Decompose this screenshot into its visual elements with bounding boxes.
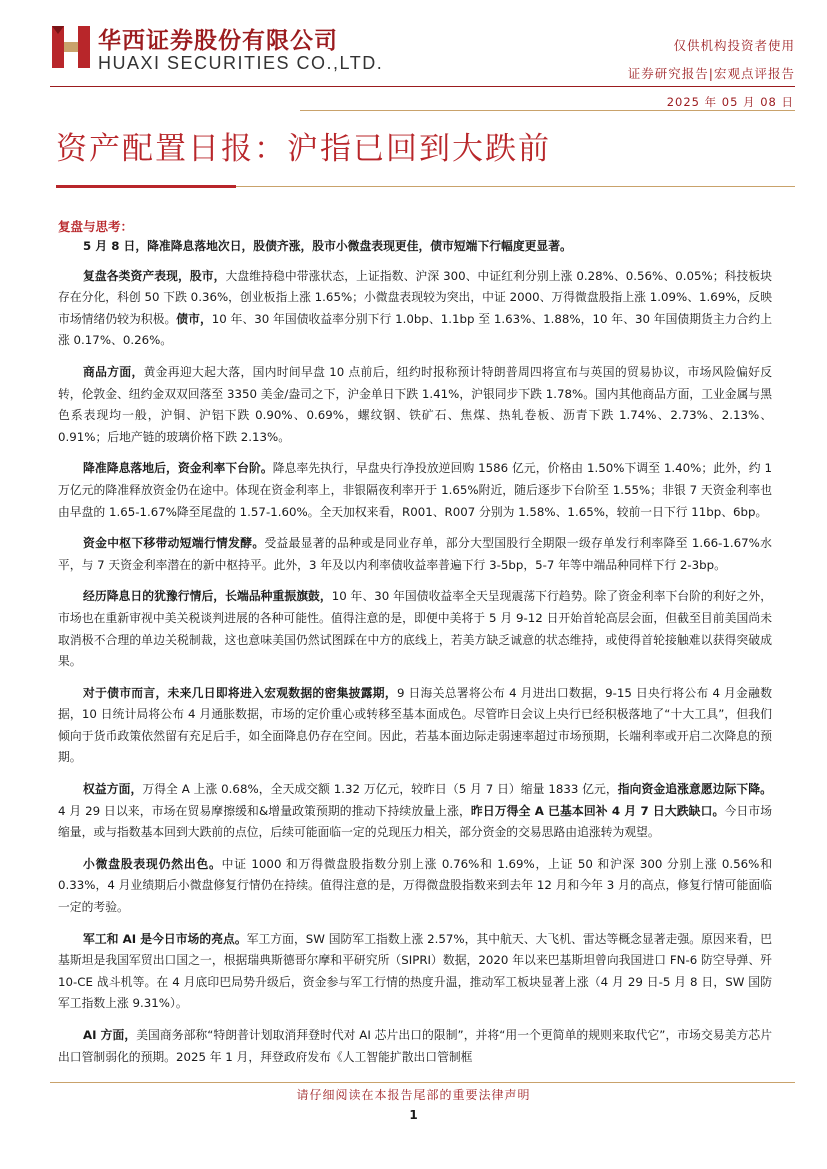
body-paragraph xyxy=(58,266,772,352)
body-paragraph xyxy=(58,929,772,1015)
body-paragraph xyxy=(58,586,772,672)
text-run: 10 年、30 年国债收益率全天呈现震荡下行趋势。除了资金利率下台阶的利好之外，市场也在重新审视中美关税谈判进展的各种可能性。值得注意的是，即便中美将于 5 月 9-12 日开始首轮高层会面，但截至目前美国尚未取消极不合理的单边关税制裁，这也意味美国仍然试图踩在中方的底线上，若美方缺乏诚意的状态维持，或使得首轮接触难以获得突破成果。 xyxy=(58,589,772,669)
lead-paragraph: 5 月 8 日，降准降息落地次日，股债齐涨，股市小微盘表现更佳，债市短端下行幅度更显著。 xyxy=(83,239,572,253)
text-run: 万得全 A 上涨 0.68%，全天成交额 1.32 万亿元，较昨日（5 月 7 日）缩量 1833 亿元， xyxy=(142,782,618,797)
body-paragraph xyxy=(58,779,772,844)
text-run: 4 月 29 日以来，市场在贸易摩擦缓和&增量政策预期的推动下持续放量上涨， xyxy=(58,803,471,818)
audience-tag: 仅供机构投资者使用 xyxy=(673,38,795,53)
emphasis-run: 军工和 AI 是今日市场的亮点。 xyxy=(83,931,247,946)
company-name-cn: 华西证券股份有限公司 xyxy=(98,27,338,54)
report-header xyxy=(50,20,795,80)
section-label: 复盘与思考： xyxy=(58,219,134,234)
title-rule xyxy=(236,186,795,187)
emphasis-run: 昨日万得全 A 已基本回补 4 月 7 日大跌缺口。 xyxy=(470,803,725,818)
emphasis-run: 对于债市而言，未来几日即将进入宏观数据的密集披露期， xyxy=(83,685,397,700)
date-divider xyxy=(300,110,795,111)
text-run: 军工方面，SW 国防军工指数上涨 2.57%，其中航天、大飞机、雷达等概念显著走强。原因来看，巴基斯坦是我国军贸出口国之一，根据瑞典斯德哥尔摩和平研究所（SIPRI）数据，2020 年以来巴基斯坦曾向我国进口 FN-6 防空导弹、歼 10-CE 战斗机等。在 4 月底印巴局势升级后，资金参与军工行情的热度升温，推动军工板块显著上涨（4 月 29 日-5 月 8 日，SW 国防军工指数上涨 9.31%）。 xyxy=(58,931,773,1011)
emphasis-run: 复盘各类资产表现，股市， xyxy=(83,268,226,283)
text-run: 黄金再迎大起大落，国内时间早盘 10 点前后，纽约时报称预计特朗普周四将宣布与英国的贸易协议，市场风险偏好反转，伦敦金、纽约金双双回落至 3350 美金/盎司之下，沪金单日下跌 1.41%，沪银同步下跌 1.78%。国内其他商品方面，工业金属与黑色系表现均一般，沪铜、沪铝下跌 0.90%、0.69%，螺纹钢、铁矿石、焦煤、热轧卷板、沥青下跌 1.74%、2.73%、2.13%、0.91%；后地产链的玻璃价格下跌 2.13%。 xyxy=(58,364,772,444)
text-run: 今日市场缩量，或与指数基本回到大跌前的点位，后续可能面临一定的兑现压力相关，部分资金的交易思路由追涨转为观望。 xyxy=(58,803,772,840)
text-run: 美国商务部称“特朗普计划取消拜登时代对 AI 芯片出口的限制”，并将“用一个更简单的规则来取代它”，市场交易美方芯片出口管制弱化的预期。2025 年 1 月，拜登政府发布《人工智能扩散出口管制框 xyxy=(58,1028,772,1064)
report-date: 2025 年 05 月 08 日 xyxy=(666,95,794,109)
emphasis-run: 资金中枢下移带动短端行情发酵。 xyxy=(83,536,265,551)
body-paragraph xyxy=(58,683,772,769)
emphasis-run: 小微盘股表现仍然出色。 xyxy=(83,856,222,871)
legal-notice: 请仔细阅读在本报告尾部的重要法律声明 xyxy=(296,1088,531,1102)
emphasis-run: 降准降息落地后，资金利率下台阶。 xyxy=(83,461,273,476)
page-number: 1 xyxy=(409,1108,418,1122)
body-paragraph xyxy=(58,1025,772,1068)
emphasis-run: AI 方面， xyxy=(83,1028,137,1042)
title-underline xyxy=(56,185,236,188)
text-run: 9 日海关总署将公布 4 月进出口数据，9-15 日央行将公布 4 月金融数据，10 日统计局将公布 4 月通胀数据，市场的定价重心或转移至基本面成色。尽管昨日会议上央行已经积极落地了“十大工具”，但我们倾向于货币政策依然留有充足后手，如全面降息仍存在空间。因此，若基本面边际走弱速率超过市场预期，长端利率或开启二次降息的预期。 xyxy=(58,685,772,765)
paragraph-list xyxy=(58,266,772,1069)
header-divider xyxy=(50,86,795,87)
body-paragraph xyxy=(58,458,772,523)
body-paragraph xyxy=(58,854,772,919)
report-body xyxy=(58,236,772,1078)
footer-divider xyxy=(50,1082,795,1083)
text-run: 中证 1000 和万得微盘股指数分别上涨 0.76%和 1.69%，上证 50 和沪深 300 分别上涨 0.56%和 0.33%，4 月业绩期后小微盘修复行情仍在持续。值得注意的是，万得微盘股指数来到去年 12 月和今年 3 月的高点，修复行情可能面临一定的考验。 xyxy=(58,856,772,915)
text-run: 大盘维持稳中带涨状态，上证指数、沪深 300、中证红利分别上涨 0.28%、0.56%、0.05%；科技板块存在分化，科创 50 下跌 0.36%，创业板指上涨 1.65%；小微盘表现较为突出，中证 2000、万得微盘股指上涨 1.09%、1.69%，反映市场情绪仍较为积极。 xyxy=(58,268,772,326)
report-type-tag: 证券研究报告|宏观点评报告 xyxy=(627,66,795,81)
text-run: 10 年、30 年国债收益率分别下行 1.0bp、1.1bp 至 1.63%、1.88%，10 年、30 年国债期货主力合约上涨 0.17%、0.26%。 xyxy=(58,311,772,348)
emphasis-run: 商品方面， xyxy=(83,364,144,379)
company-name-en: HUAXI SECURITIES CO.,LTD. xyxy=(98,53,384,73)
body-paragraph xyxy=(58,533,772,576)
body-paragraph xyxy=(58,362,772,448)
emphasis-run: 指向资金追涨意愿边际下降。 xyxy=(617,782,772,797)
page-title: 资产配置日报：沪指已回到大跌前 xyxy=(56,131,551,167)
emphasis-run: 债市， xyxy=(176,311,212,326)
emphasis-run: 经历降息日的犹豫行情后，长端品种重振旗鼓， xyxy=(83,589,332,604)
emphasis-run: 权益方面， xyxy=(83,782,143,797)
huaxi-logo-icon xyxy=(50,24,92,70)
text-run: 受益最显著的品种或是同业存单，部分大型国股行全期限一级存单发行利率降至 1.66-1.67%水平，与 7 天资金利率潜在的新中枢持平。此外，3 年及以内利率债收益率普遍下行 3-5bp，5-7 年等中端品种同样下行 2-3bp。 xyxy=(58,536,772,572)
text-run: 降息率先执行，早盘央行净投放逆回购 1586 亿元，价格由 1.50%下调至 1.40%；此外，约 1 万亿元的降准释放资金仍在途中。体现在资金利率上，非银隔夜利率开于 1.65%附近，随后逐步下台阶至 1.55%；非银 7 天资金利率也由早盘的 1.65-1.67%降至尾盘的 1.57-1.60%。全天加权来看，R001、R007 分别为 1.58%、1.65%，较前一日下行 11bp、6bp。 xyxy=(58,461,772,519)
